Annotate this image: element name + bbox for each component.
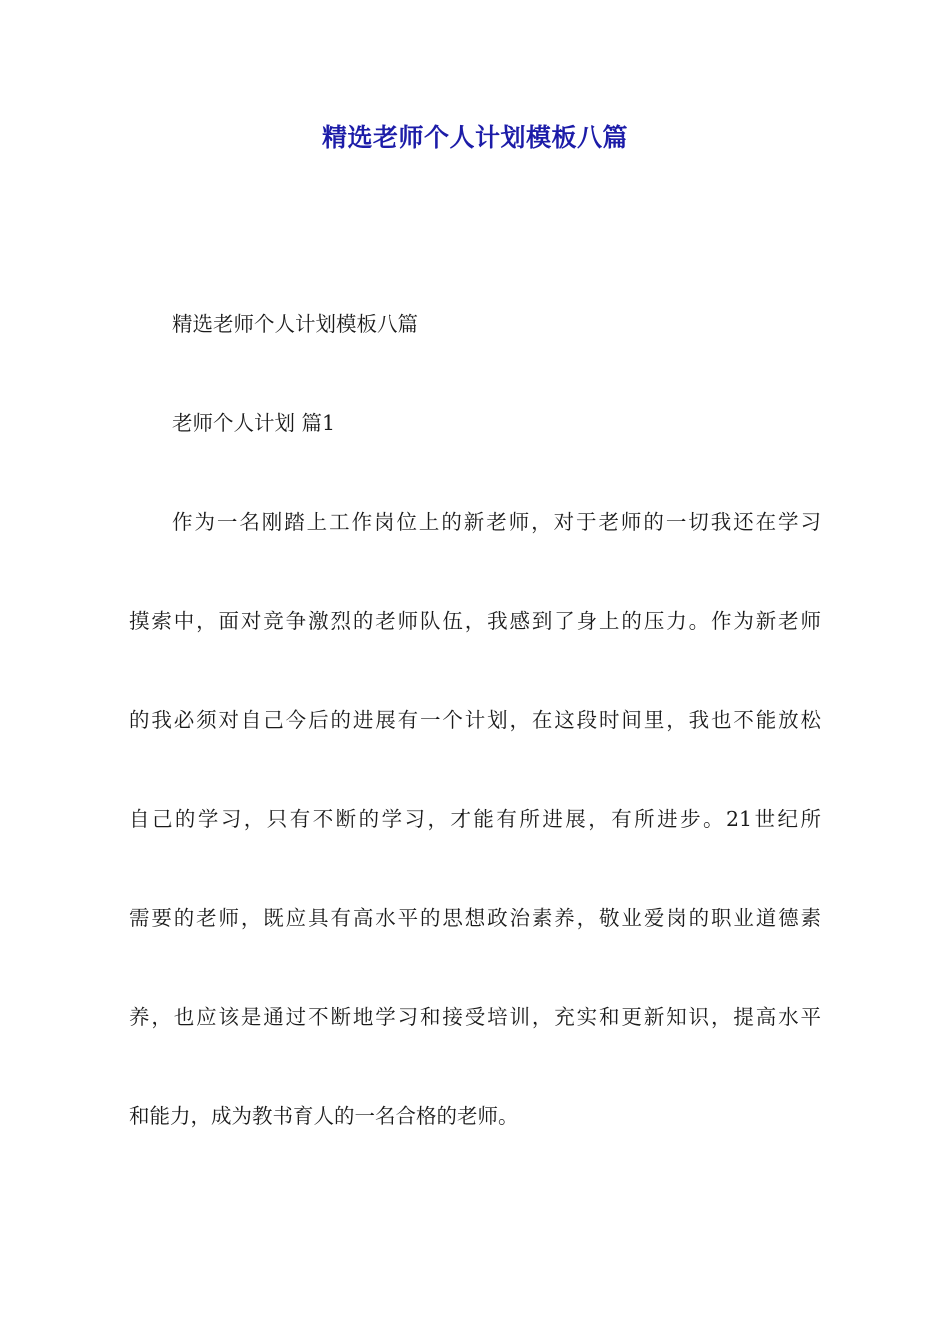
document-title: 精选老师个人计划模板八篇 bbox=[321, 123, 628, 152]
paragraph-line: 需要的老师，既应具有高水平的思想政治素养，敬业爱岗的职业道德素 bbox=[129, 906, 821, 930]
section-heading: 老师个人计划 篇1 bbox=[172, 411, 336, 435]
paragraph-line: 作为一名刚踏上工作岗位上的新老师，对于老师的一切我还在学习 bbox=[172, 510, 821, 534]
paragraph-line: 的我必须对自己今后的进展有一个计划，在这段时间里，我也不能放松 bbox=[129, 708, 821, 732]
paragraph-line: 和能力，成为教书育人的一名合格的老师。 bbox=[129, 1104, 519, 1128]
paragraph-line: 摸索中，面对竞争激烈的老师队伍，我感到了身上的压力。作为新老师 bbox=[129, 609, 821, 633]
paragraph-line: 自己的学习，只有不断的学习，才能有所进展，有所进步。21世纪所 bbox=[129, 807, 821, 831]
document-subtitle: 精选老师个人计划模板八篇 bbox=[172, 312, 418, 336]
paragraph-line: 养，也应该是通过不断地学习和接受培训，充实和更新知识，提高水平 bbox=[129, 1005, 821, 1029]
